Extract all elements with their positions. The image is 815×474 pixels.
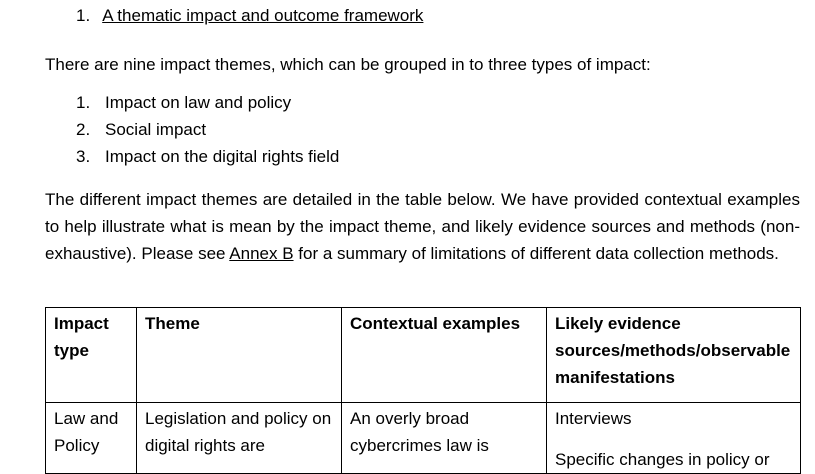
list-label: Social impact — [105, 120, 207, 139]
section-number: 1. — [76, 6, 91, 25]
evidence-line: Interviews — [555, 409, 632, 428]
list-label: Impact on law and policy — [105, 93, 292, 112]
list-number: 2. — [76, 120, 91, 139]
evidence-line: Specific changes in policy or — [555, 450, 770, 469]
table-row — [46, 403, 801, 474]
paragraph-text: The different impact themes are detailed in the table below. We have provided contextual examples to help illustrate what is mean by the impact theme, and likely evidence sources and methods (non-exhaustive). Please see — [45, 190, 800, 263]
section-heading — [76, 5, 423, 27]
list-number: 3. — [76, 147, 91, 166]
list-label: Impact on the digital rights field — [105, 147, 340, 166]
header-contextual-examples: Contextual examples — [342, 308, 547, 403]
body-paragraph — [45, 186, 800, 267]
cell-evidence — [547, 403, 801, 474]
section-title: A thematic impact and outcome framework — [102, 6, 424, 25]
intro-text: There are nine impact themes, which can be grouped in to three types of impact: — [45, 55, 651, 74]
impact-table — [45, 307, 801, 474]
annex-b-link[interactable]: Annex B — [229, 244, 294, 263]
list-number: 1. — [76, 93, 91, 112]
list-item — [76, 92, 339, 119]
header-likely-evidence: Likely evidence sources/methods/observable manifestations — [547, 308, 801, 403]
list-item — [76, 119, 339, 146]
cell-theme: Legislation and policy on digital rights are — [137, 403, 342, 474]
header-theme: Theme — [137, 308, 342, 403]
cell-example: An overly broad cybercrimes law is — [342, 403, 547, 474]
cell-impact-type: Law and Policy — [46, 403, 137, 474]
table-header-row — [46, 308, 801, 403]
paragraph-text: for a summary of limitations of different data collection methods. — [293, 244, 779, 263]
header-impact-type: Impact type — [46, 308, 137, 403]
list-item — [76, 146, 339, 173]
impact-type-list — [76, 92, 339, 173]
